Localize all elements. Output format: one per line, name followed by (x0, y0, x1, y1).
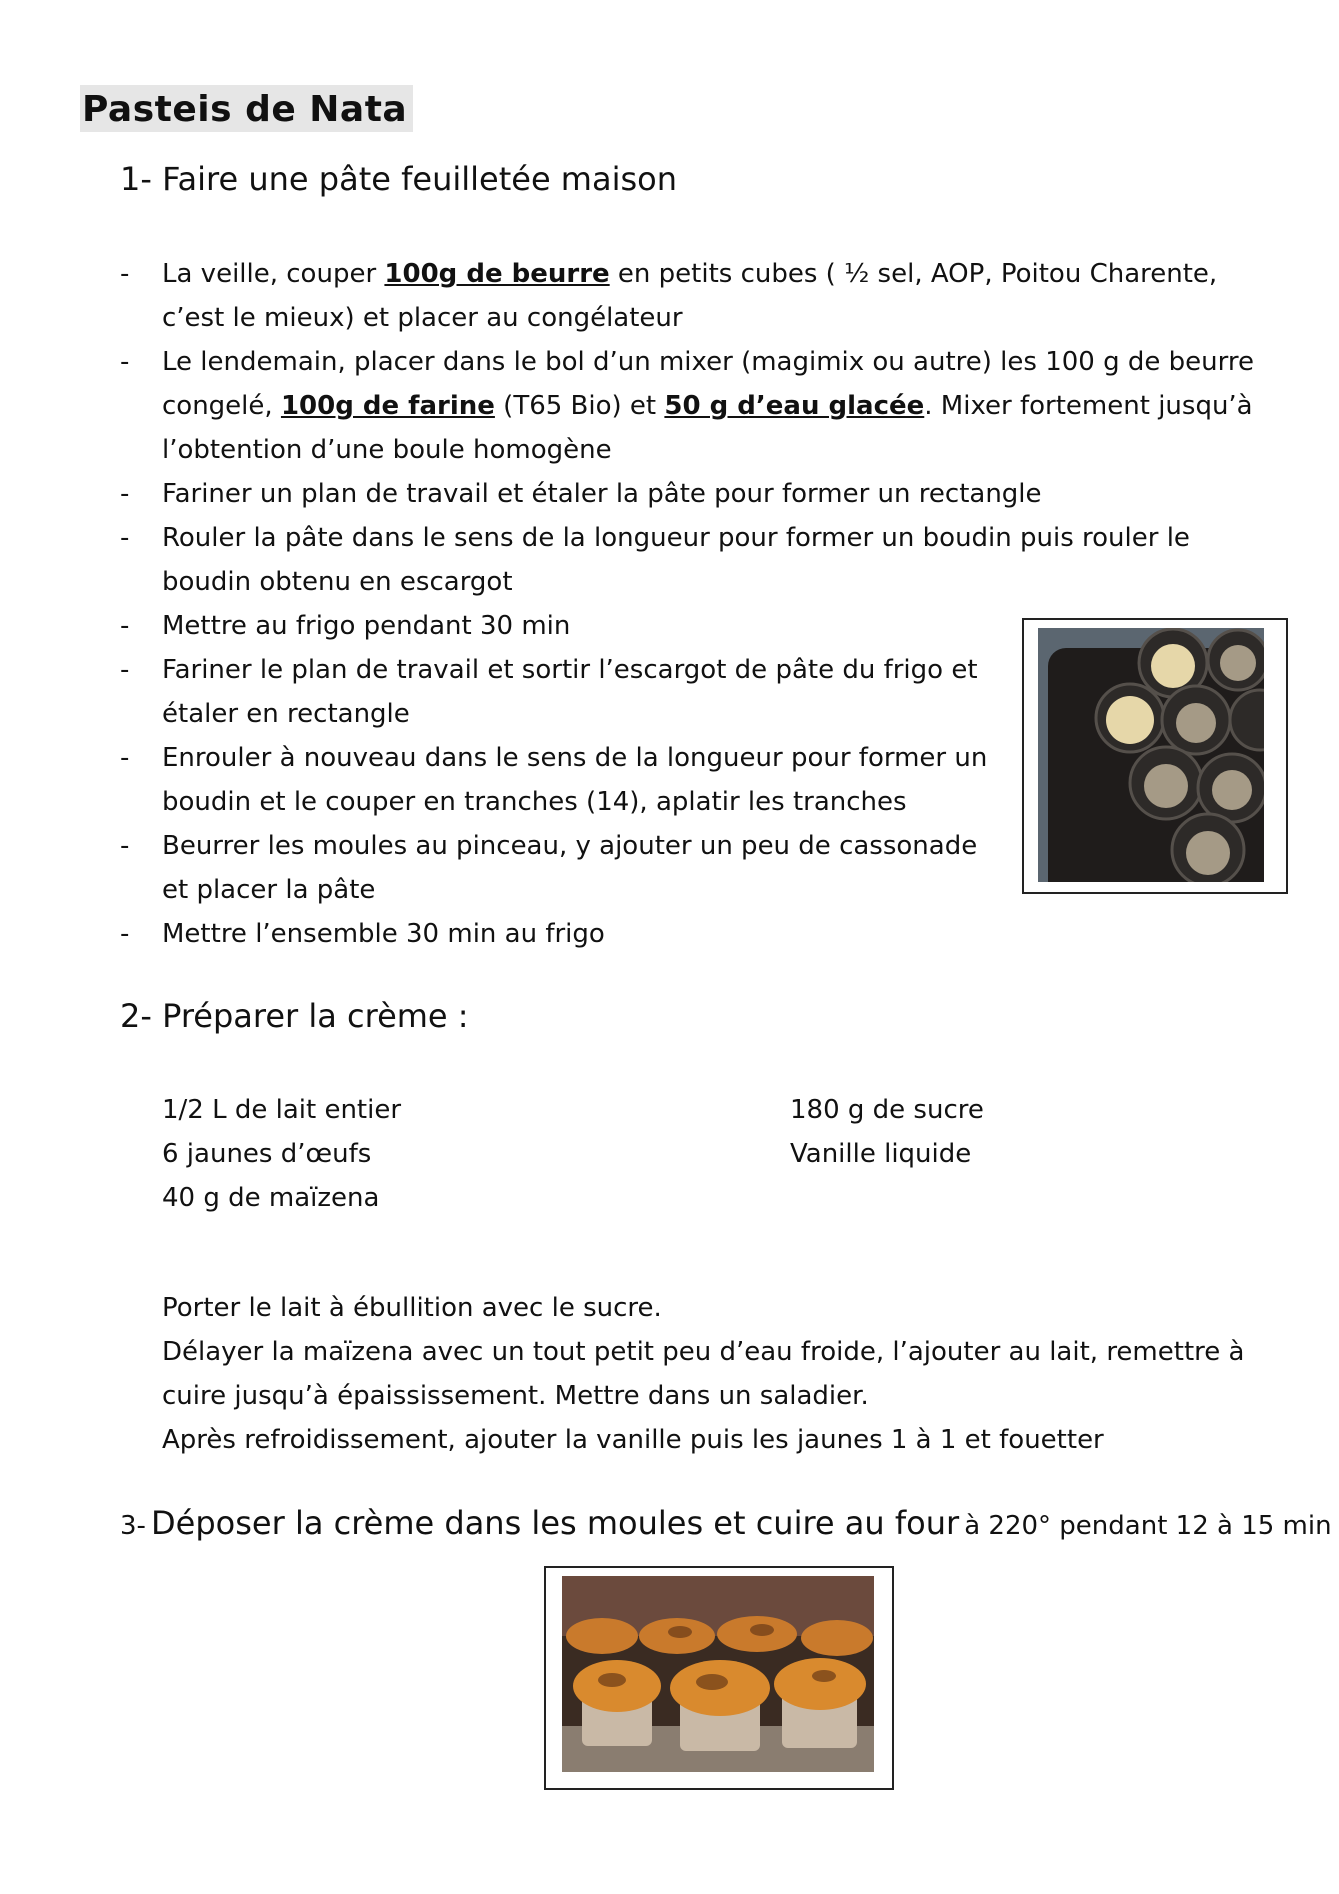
ingredient: Vanille liquide (790, 1139, 972, 1169)
list-item: - Le lendemain, placer dans le bol d’un mixer (magimix ou autre) les 100 g de beurre congelé, 100g de farine (T65 Bio) et 50 g d’eau glacée. Mixer fortement jusqu’à l’obtention d’une boule homogène (120, 340, 1270, 472)
list-item: - Beurrer les moules au pinceau, y ajouter un peu de cassonade et placer la pâte (120, 824, 1002, 912)
page-title: Pasteis de Nata (80, 85, 413, 132)
list-item: - La veille, couper 100g de beurre en petits cubes ( ½ sel, AOP, Poitou Charente, c’est le mieux) et placer au congélateur (120, 252, 1270, 340)
moulds-photo (1038, 628, 1264, 882)
list-item: - Mettre au frigo pendant 30 min (120, 604, 1270, 648)
step-number: 3- (120, 1511, 146, 1541)
list-item: - Mettre l’ensemble 30 min au frigo (120, 912, 1270, 956)
list-item: - Enrouler à nouveau dans le sens de la longueur pour former un boudin et le couper en tranches (14), aplatir les tranches (120, 736, 1002, 824)
section-2-heading: 2- Préparer la crème : (120, 997, 469, 1035)
ingredient: 40 g de maïzena (162, 1183, 380, 1213)
ingredient: 1/2 L de lait entier (162, 1095, 402, 1125)
section-1-heading: 1- Faire une pâte feuilletée maison (120, 160, 677, 198)
cream-instructions (162, 1286, 1272, 1462)
list-item: - Rouler la pâte dans le sens de la longueur pour former un boudin puis rouler le boudin obtenu en escargot (120, 516, 1270, 604)
instruction-line: Après refroidissement, ajouter la vanille puis les jaunes 1 à 1 et fouetter (162, 1425, 1104, 1455)
step-tail-text: à 220° pendant 12 à 15 min (964, 1511, 1332, 1541)
instruction-line: Délayer la maïzena avec un tout petit peu d’eau froide, l’ajouter au lait, remettre à cuire jusqu’à épaississement. Mettre dans un saladier. (162, 1337, 1245, 1411)
section-3-heading (120, 1504, 1332, 1542)
list-item: - Fariner le plan de travail et sortir l’escargot de pâte du frigo et étaler en rectangle (120, 648, 1002, 736)
baked-pasteis-photo (562, 1576, 874, 1772)
ingredients-right (790, 1088, 984, 1176)
ingredient: 180 g de sucre (790, 1095, 984, 1125)
list-item: - Fariner un plan de travail et étaler la pâte pour former un rectangle (120, 472, 1270, 516)
ingredients-left (162, 1088, 401, 1220)
instruction-line: Porter le lait à ébullition avec le sucre. (162, 1293, 662, 1323)
ingredient: 6 jaunes d’œufs (162, 1139, 372, 1169)
step-main-text: Déposer la crème dans les moules et cuire au four (151, 1504, 960, 1542)
